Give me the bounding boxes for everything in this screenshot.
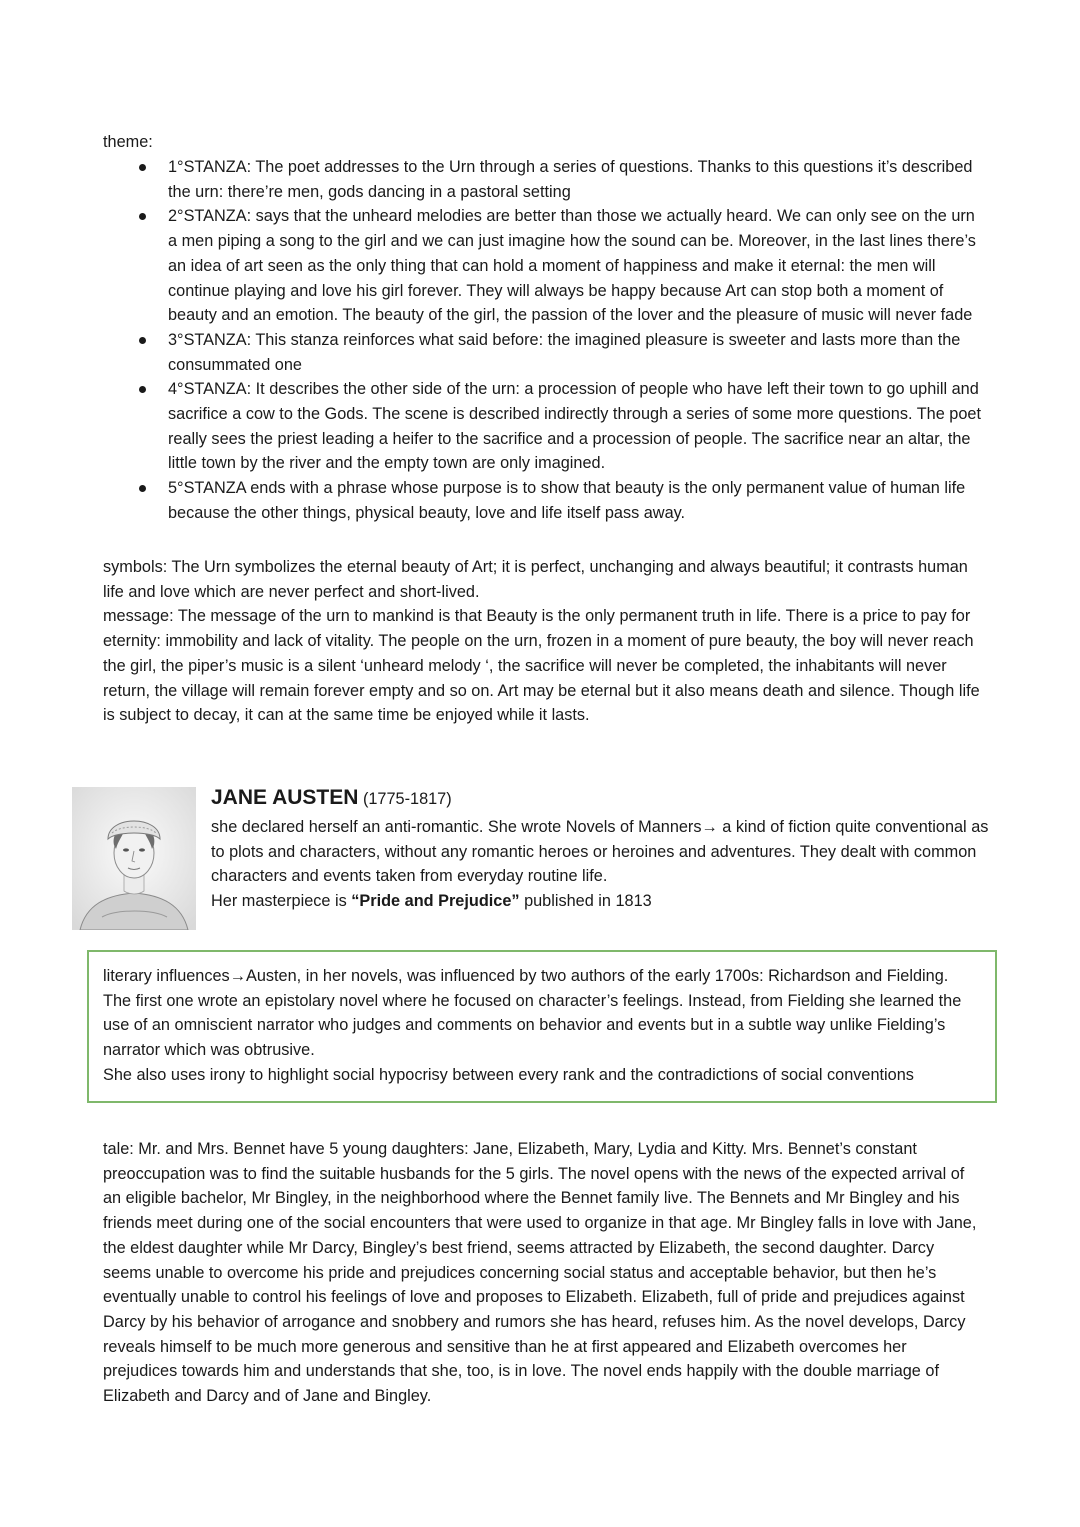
tale-paragraph: tale: Mr. and Mrs. Bennet have 5 young daughters: Jane, Elizabeth, Mary, Lydia and Kitty. Mrs. Bennet’s constant preoccupation was to find the suitable husbands for the 5 girls. The novel opens with the news of the expected arrival of an eligible bachelor, Mr Bingley, in the neighborhood where the Bennet family live. The Bennets and Mr Bingley and his friends meet during one of the social encounters that were used to organize in that age. Mr Bingley falls in love with Jane, the eldest daughter while Mr Darcy, Bingley’s best friend, seems attracted by Elizabeth, the second daughter. Darcy seems unable to overcome his pride and prejudices concerning social status and acceptable behavior, but then he’s eventually unable to control his feelings of love and proposes to Elizabeth. Elizabeth, full of pride and prejudices against Darcy by his behavior of arrogance and snobbery and rumors she has heard, refuses him. As the novel develops, Darcy reveals himself to be much more generous and sensitive than he at first appeared and Elizabeth overcomes her prejudices towards him and understands that she, too, is in love. The novel ends happily with the double marriage of Elizabeth and Darcy and of Jane and Bingley.	[103, 1140, 977, 1406]
influences-paragraph: literary influences→Austen, in her novels, was influenced by two authors of the early 1700s: Richardson and Fielding. The first one wrote an epistolary novel where he focused on character’s feelings. Instead, from Fielding she learned the use of an omniscient narrator who judges and comments on behavior and events but in a subtle way unlike Fielding’s narrator which was obtrusive.	[103, 967, 962, 1060]
masterpiece-title: “Pride and Prejudice”	[351, 892, 520, 911]
masterpiece-suffix: published in 1813	[519, 892, 652, 911]
list-item: 5°STANZA ends with a phrase whose purpose is to show that beauty is the only permanent value of human life because the other things, physical beauty, love and life itself pass away.	[103, 476, 983, 525]
theme-label: theme:	[103, 133, 153, 151]
irony-paragraph: She also uses irony to highlight social hypocrisy between every rank and the contradictions of social conventions	[103, 1065, 914, 1084]
austen-portrait-image	[72, 787, 196, 930]
stanza-list	[103, 155, 983, 526]
masterpiece-line	[211, 889, 991, 914]
symbols-paragraph: symbols: The Urn symbolizes the eternal beauty of Art; it is perfect, unchanging and always beautiful; it contrasts human life and love which are never perfect and short-lived.	[103, 558, 968, 601]
list-item: 4°STANZA: It describes the other side of the urn: a procession of people who have left their town to go uphill and sacrifice a cow to the Gods. The scene is described indirectly through a series of some more questions. The poet really sees the priest leading a heifer to the sacrifice and a procession of people. The sacrifice near an altar, the little town by the river and the empty town are only imagined.	[103, 377, 983, 476]
author-name: JANE AUSTEN	[211, 786, 359, 809]
austen-intro-paragraph: she declared herself an anti-romantic. She wrote Novels of Manners→ a kind of fiction quite conventional as to plots and characters, without any romantic heroes or heroines and adventures. They dealt with common characters and events taken from everyday routine life.	[211, 818, 989, 886]
message-paragraph: message: The message of the urn to mankind is that Beauty is the only permanent truth in life. There is a price to pay for eternity: immobility and lack of vitality. The people on the urn, frozen in a moment of pure beauty, the boy will never reach the girl, the piper’s music is a silent ‘unheard melody ‘, the sacrifice will never be completed, the inhabitants will never return, the village will remain forever empty and so on. Art may be eternal but it also means death and silence. Though life is subject to decay, it can at the same time be enjoyed while it lasts.	[103, 607, 980, 725]
list-item: 1°STANZA: The poet addresses to the Urn through a series of questions. Thanks to this questions it’s described the urn: there’re men, gods dancing in a pastoral setting	[103, 155, 983, 204]
austen-intro-section	[211, 815, 991, 914]
author-dates: (1775-1817)	[362, 790, 452, 808]
austen-heading	[211, 786, 991, 812]
literary-influences-box	[87, 950, 997, 1103]
list-item: 2°STANZA: says that the unheard melodies are better than those we actually heard. We can only see on the urn a men piping a song to the girl and we can just imagine how the sound can be. Moreover, in the last lines there’s an idea of art seen as the only thing that can hold a moment of happiness and make it eternal: the men will continue playing and love his girl forever. They will always be happy because Art can stop both a moment of beauty and an emotion. The beauty of the girl, the passion of the lover and the pleasure of music will never fade	[103, 204, 983, 328]
portrait-engraving-icon	[72, 787, 196, 930]
masterpiece-prefix: Her masterpiece is	[211, 892, 352, 911]
symbols-message-section	[103, 555, 983, 728]
list-item: 3°STANZA: This stanza reinforces what said before: the imagined pleasure is sweeter and lasts more than the consummated one	[103, 328, 983, 377]
influences-text	[103, 964, 975, 1088]
